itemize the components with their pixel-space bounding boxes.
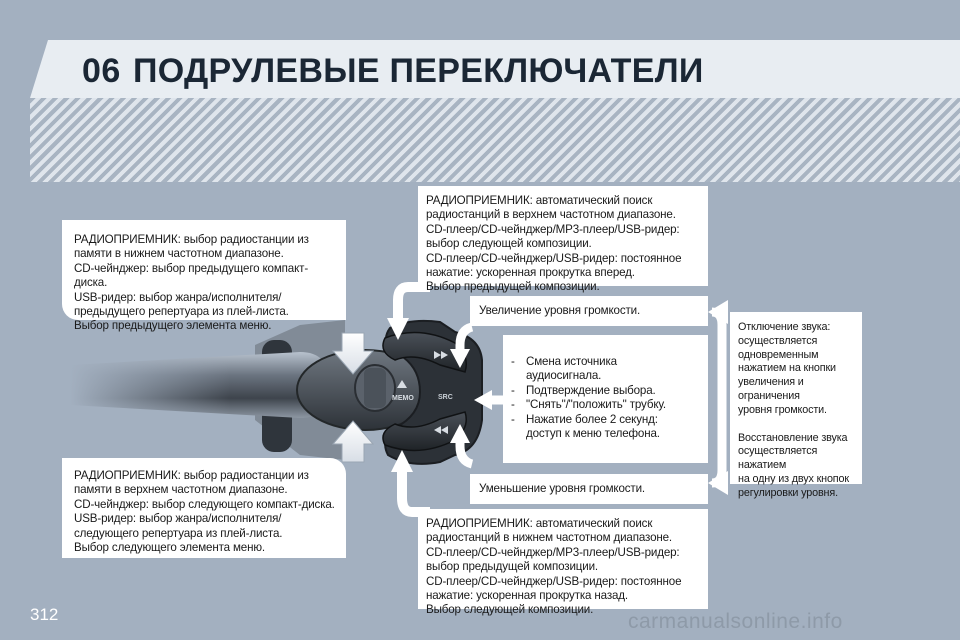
section-title: ПОДРУЛЕВЫЕ ПЕРЕКЛЮЧАТЕЛИ <box>133 52 704 90</box>
source-button-description <box>503 335 708 463</box>
volume-up-text: Увеличение уровня громкости. <box>479 304 641 317</box>
volume-down-description <box>470 474 708 504</box>
seek-up-text: РАДИОПРИЕМНИК: автоматический поиск радиостанций в верхнем частотном диапазоне. CD-плеер/CD-чейнджер/MP3-плеер/USB-ридер: выбор следующей композиции. CD-плеер/CD-чейнджер/USB-ридер: постоянное нажатие: ускоренная прокрутка вперед. Выбор предыдущей композиции. <box>426 194 682 294</box>
seek-down-text: РАДИОПРИЕМНИК: автоматический поиск радиостанций в нижнем частотном диапазоне. CD-плеер/CD-чейнджер/MP3-плеер/USB-ридер: выбор предыдущей композиции. CD-плеер/CD-чейнджер/USB-ридер: постоянное нажатие: ускоренная прокрутка назад. Выбор следующей композиции. <box>426 517 682 617</box>
memo-label: MEMO <box>392 395 414 402</box>
watermark: carmanualsonline.info <box>628 610 843 633</box>
seek-up-description <box>418 186 708 294</box>
source-button-list <box>509 355 704 441</box>
prev-preset-description <box>62 220 346 333</box>
mute-text: Отключение звука: осуществляется одновременным нажатием на кнопки увеличения и ограничения уровня громкости. <box>738 321 836 416</box>
list-item: - Нажатие более 2 секунд: доступ к меню телефона. <box>509 413 704 442</box>
volume-down-text: Уменьшение уровня громкости. <box>479 482 645 495</box>
mute-description <box>730 312 862 499</box>
list-item: - "Снять"/"положить" трубку. <box>509 398 704 412</box>
section-number: 06 <box>82 52 121 90</box>
unmute-text: Восстановление звука осуществляется нажатием на одну из двух кнопок регулировки уровня. <box>738 431 849 499</box>
list-item: - Смена источника аудиосигнала. <box>509 355 704 384</box>
src-label: SRC <box>438 394 453 401</box>
volume-up-description <box>470 296 708 326</box>
seek-down-description <box>418 509 708 617</box>
next-preset-text: РАДИОПРИЕМНИК: выбор радиостанции из памяти в верхнем частотном диапазоне. CD-чейнджер: выбор следующего компакт-диска. USB-ридер: выбор жанра/исполнителя/ следующего репертуара из плей-листа. Выбор следующего элемента меню. <box>74 469 335 555</box>
prev-preset-text: РАДИОПРИЕМНИК: выбор радиостанции из памяти в нижнем частотном диапазоне. CD-чейнджер: выбор предыдущего компакт-диска. USB-ридер: выбор жанра/исполнителя/ предыдущего репертуара из плей-листа. Выбор предыдущего элемента меню. <box>74 233 309 333</box>
page-number: 312 <box>30 605 59 624</box>
list-item: - Подтверждение выбора. <box>509 384 704 398</box>
next-preset-description <box>62 458 346 558</box>
